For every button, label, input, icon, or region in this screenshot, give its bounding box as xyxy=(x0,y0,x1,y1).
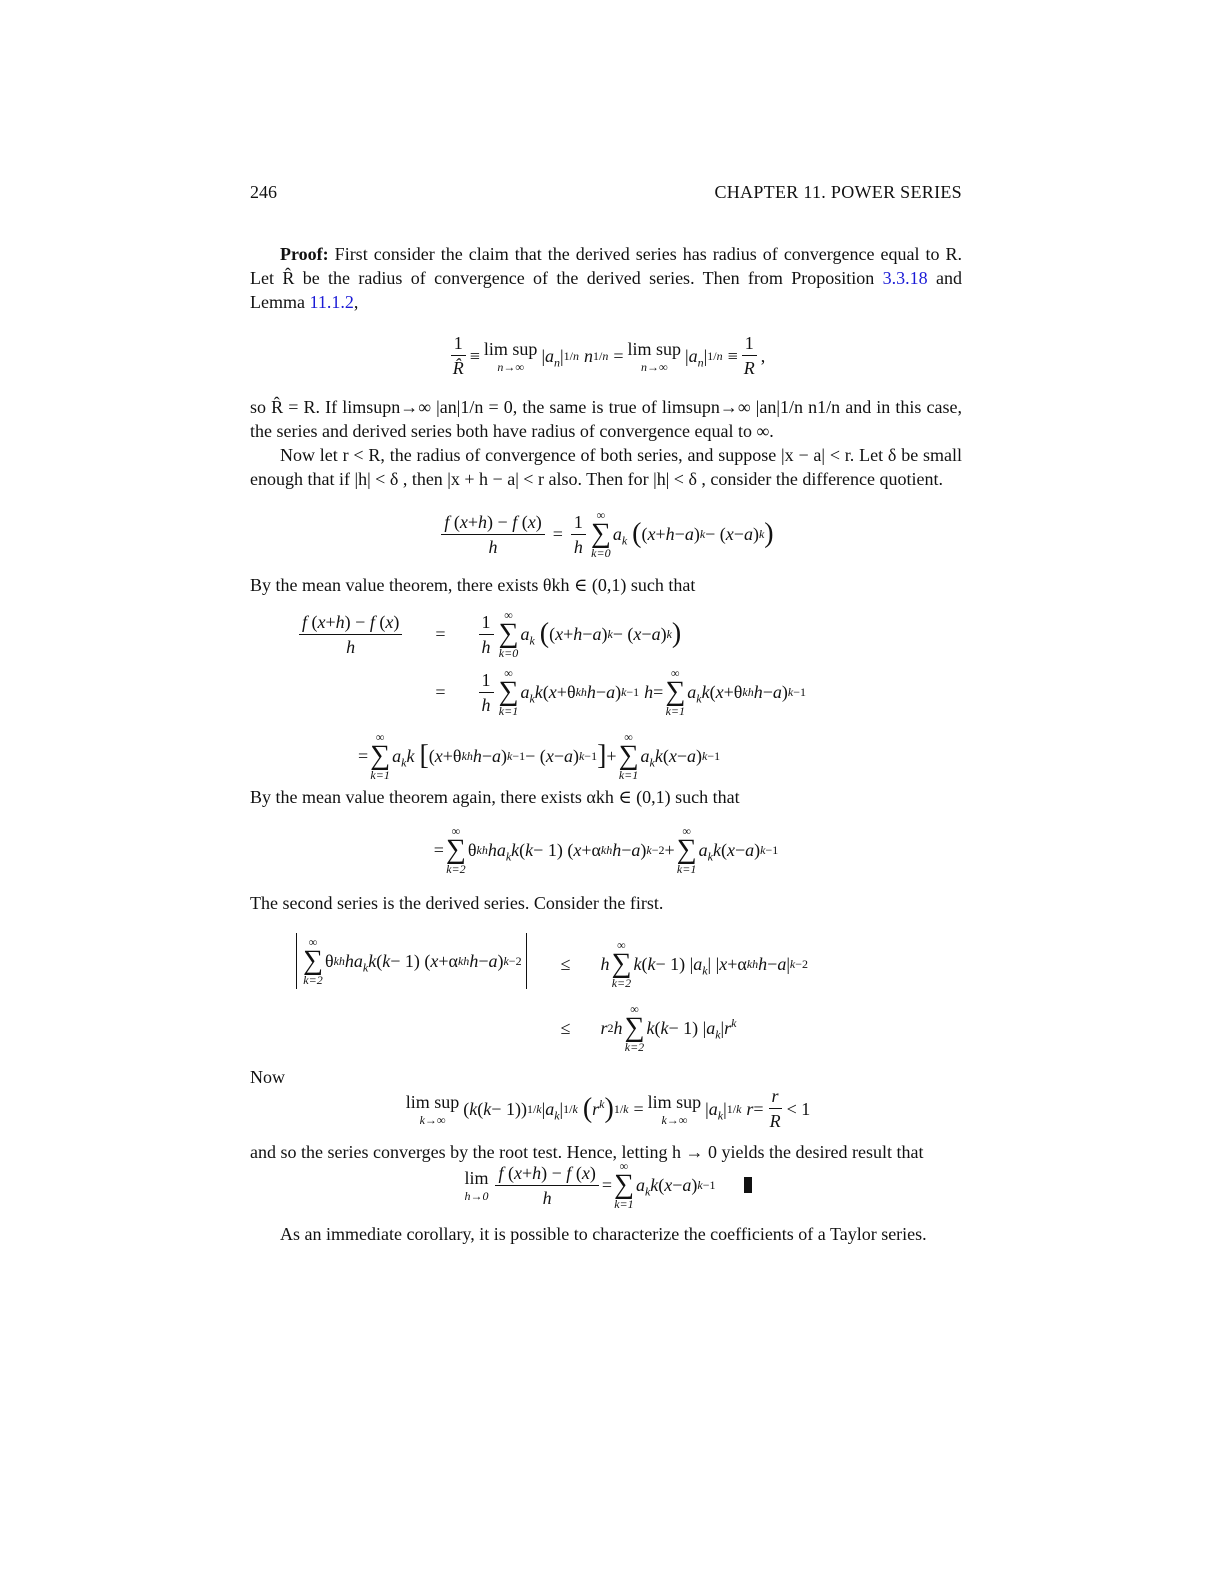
paragraph-9: As an immediate corollary, it is possible to characterize the coefficients of a Taylor series. xyxy=(280,1224,927,1244)
proof-text-3: , xyxy=(353,292,359,312)
paragraph-6: The second series is the derived series. Consider the first. xyxy=(250,893,664,913)
proposition-link[interactable]: 3.3.18 xyxy=(882,268,928,288)
paragraph-3: Now let r < R, the radius of convergence of both series, and suppose |x − a| < r. Let δ be small enough that if |h| < δ , then |x + h − a| < r also. Then for |h| < δ , consider the difference quotient. xyxy=(250,445,962,489)
proof-paragraph xyxy=(250,242,962,314)
qed-mark xyxy=(744,1177,752,1193)
proof-text-2: and Lemma xyxy=(250,268,963,312)
proof-text-1: First consider the claim that the derived series has radius of convergence equal to R. Let R̂ be the radius of convergence of the derived series. Then from Proposition xyxy=(250,244,962,288)
equation-derivative: lim h→0 $\frac{f (x+h) - f (x)}{h}$ = ∞ ∑ k=1 $a_kk$ ( x − a ) k−1 xyxy=(250,1160,962,1210)
chapter-title: CHAPTER 11. POWER SERIES xyxy=(714,182,962,202)
equation-radius: $\frac{1}{R̂}$ ≡ lim sup n→∞ | $a_n$ | 1/n n 1/n = lim sup n→∞ | $a_n$ | 1/n ≡ $\frac{1}{R}$ , xyxy=(452,333,766,378)
lemma-link[interactable]: 11.1.2 xyxy=(309,292,354,312)
equation-bound: ∞ ∑ k=2 θ kh $ha_kk$ ( k − 1) ( x +α kh h − a ) k−2 ≤ h ∞ ∑ k=2 k ( k − 1) | $a_k$ | | x +α kh h − a | k−2 ≤ r 2 h ∞ ∑ k=2 k ( k − 1) | $a_k$ | $r^k$ xyxy=(286,929,814,1057)
paragraph-8: and so the series converges by the root test. Hence, letting h → 0 yields the desired result that xyxy=(250,1142,924,1162)
equation-root-test: lim sup k→∞ ( k ( k − 1)) 1/k | $a_k$ | 1/k ( $r^k$ ) 1/k = lim sup k→∞ | $a_k$ | 1/k r = $\frac{r}{R}$ < 1 xyxy=(405,1086,811,1131)
proof-label: Proof: xyxy=(280,244,329,264)
equation-mean-value: $\frac{f (x+h) - f (x)}{h}$ = $\frac{1}{h}$ ∞ ∑ k=0 $a_k$ ( ( x + h − a ) k − ( x − a ) k ) = $\frac{1}{h}$ ∞ ∑ k=1 $a_kk$ ( x +θ kh h − a ) k−1 h = ∞ ∑ k=1 $a_kk$ ( x +θ kh h − a ) k−1 xyxy=(290,605,812,721)
page-number: 246 xyxy=(250,182,277,202)
paragraph-5: By the mean value theorem again, there exists αkh ∈ (0,1) such that xyxy=(250,787,740,807)
paragraph-4: By the mean value theorem, there exists θkh ∈ (0,1) such that xyxy=(250,575,696,595)
equation-split: = ∞ ∑ k=1 $a_kk$ [ ( x +θ kh h − a ) k−1 − ( x − a ) k−1 ] + ∞ ∑ k=1 $a_kk$ ( x − a ) k−1 xyxy=(358,730,721,782)
page xyxy=(250,180,962,1246)
paragraph-2: so R̂ = R. If limsupn→∞ |an|1/n = 0, the same is true of limsupn→∞ |an|1/n n1/n and in this case, the series and derived series both have radius of convergence equal to ∞. xyxy=(250,397,962,441)
equation-second-mvt: = ∞ ∑ k=2 θ kh $ha_kk$ ( k − 1) ( x +α kh h − a ) k−2 + ∞ ∑ k=1 $a_kk$ ( x − a ) k−1 xyxy=(433,824,779,876)
running-header xyxy=(250,180,962,204)
paragraph-7: Now xyxy=(250,1067,285,1087)
equation-difference-quotient: $\frac{f (x+h) - f (x)}{h}$ = $\frac{1}{h}$ ∞ ∑ k=0 $a_k$ ( ( x + h − a ) k − ( x − a ) k ) xyxy=(250,509,962,559)
